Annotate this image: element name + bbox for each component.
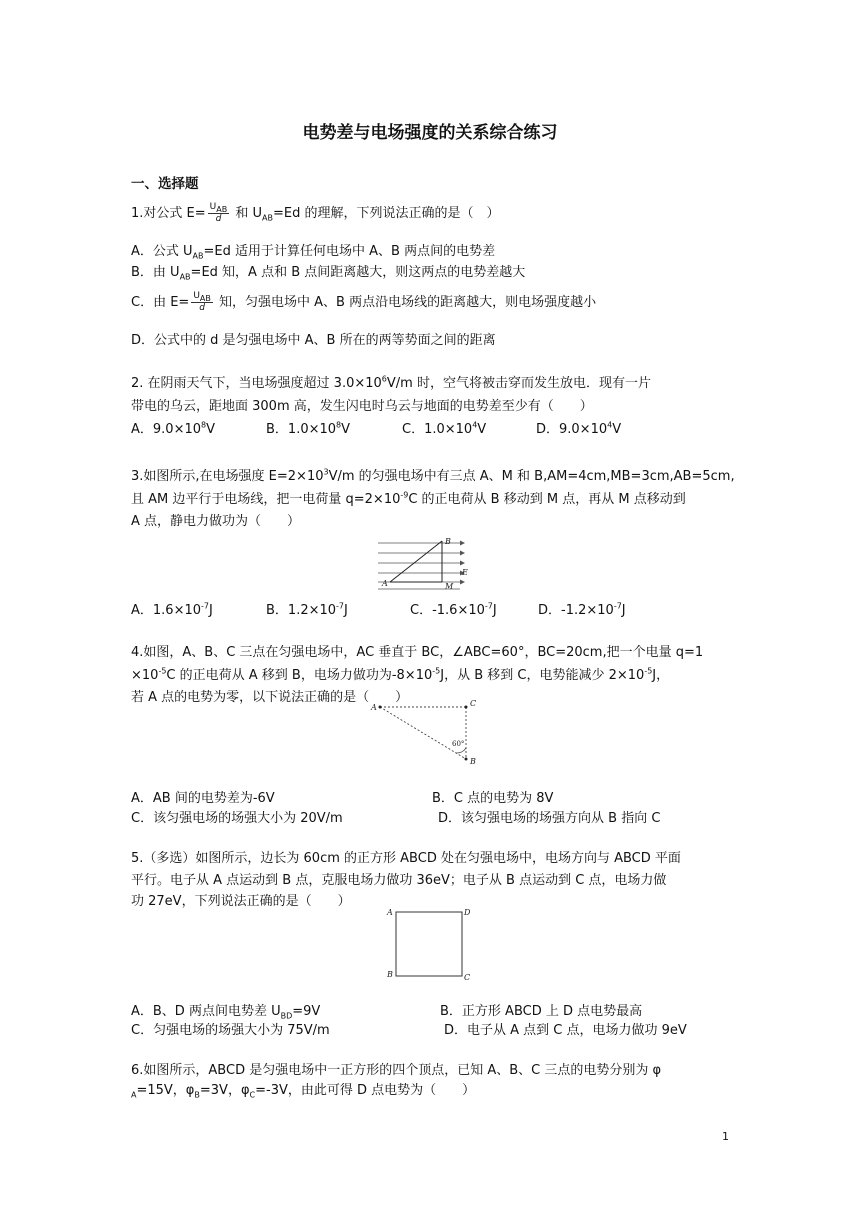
label-a: A [382, 579, 388, 588]
option-text: A．9.0×10 [131, 422, 202, 437]
frac-numerator: U [209, 202, 217, 212]
q4-triangle-diagram [366, 696, 492, 768]
q1-option-c-fraction [191, 291, 213, 314]
stem-text: C 的正电荷从 A 移到 B，电场力做功为-8×10 [166, 668, 433, 683]
stem-sub: B [194, 1090, 200, 1100]
option-text: V [612, 422, 622, 437]
option-text: A．B、D 两点间电势差 U [131, 1004, 281, 1019]
option-sup: 4 [472, 420, 478, 430]
label-e: E [462, 568, 468, 577]
option-text: V [477, 422, 487, 437]
label-c: C [470, 699, 477, 708]
option-sup: 4 [607, 420, 613, 430]
stem-sup: 3 [323, 467, 329, 477]
q5-option-d: D．电子从 A 点到 C 点，电场力做功 9eV [444, 1023, 687, 1038]
frac-numerator: U [193, 291, 200, 301]
q3-field-diagram [376, 536, 472, 592]
q2-stem-line2: 带电的乌云，距地面 300m 高，发生闪电时乌云与地面的电势差至少有（ ） [131, 399, 593, 414]
option-text: V [206, 422, 216, 437]
option-text: D．-1.2×10 [538, 603, 614, 618]
label-m: M [445, 582, 454, 591]
option-sub: AB [179, 272, 191, 282]
stem-text: =3V，φ [199, 1083, 250, 1098]
stem-text: 2. 在阴雨天气下，当电场强度超过 3.0×10 [131, 376, 382, 391]
option-text: B．由 U [131, 265, 180, 280]
option-text: J [344, 603, 348, 618]
option-sup: 8 [201, 420, 207, 430]
q1-stem-part: 和 U [231, 206, 262, 221]
option-sub: BD [280, 1011, 293, 1021]
option-sup: -7 [201, 601, 209, 611]
option-text: =Ed 知，A 点和 B 点间距离越大，则这两点的电势差越大 [190, 265, 526, 280]
option-text: J [492, 603, 497, 618]
option-text: 知，匀强电场中 A、B 两点沿电场线的距离越大，则电场强度越小 [214, 295, 597, 310]
q3-stem-line1 [131, 468, 735, 486]
section-heading: 一、选择题 [131, 176, 199, 192]
stem-text: =-3V，由此可得 D 点电势为（ ） [255, 1083, 476, 1098]
q3-stem-line2 [131, 491, 686, 509]
label-c: C [464, 973, 471, 982]
q4-option-c: C．该匀强电场的场强大小为 20V/m [131, 811, 343, 826]
q2-option-a [131, 421, 215, 439]
label-a: A [371, 703, 377, 712]
option-text: B．1.0×10 [266, 422, 337, 437]
option-text: V [341, 422, 351, 437]
stem-text: =15V，φ [136, 1083, 195, 1098]
stem-text: J，从 B 移到 C，电势能减少 2×10 [440, 668, 645, 683]
option-sub: AB [192, 251, 204, 261]
q1-option-d: D．公式中的 d 是匀强电场中 A、B 所在的两等势面之间的距离 [131, 333, 496, 348]
q4-option-d: D．该匀强电场的场强方向从 B 指向 C [438, 811, 661, 826]
q2-option-c [402, 421, 486, 439]
stem-sup: -9 [400, 490, 409, 500]
point-b [465, 758, 468, 761]
q1-stem-part: 1.对公式 E= [131, 206, 206, 221]
angle-arc [456, 748, 466, 753]
square-abcd [396, 912, 462, 976]
stem-sup: -5 [644, 666, 653, 676]
option-text: B．1.2×10 [266, 603, 337, 618]
page-title: 电势差与电场强度的关系综合练习 [302, 123, 558, 143]
q5-option-b: B．正方形 ABCD 上 D 点电势最高 [440, 1004, 643, 1019]
q2-option-d [536, 421, 621, 439]
stem-text: 3.如图所示,在电场强度 E=2×10 [131, 469, 324, 484]
stem-sub: C [249, 1090, 256, 1100]
q5-stem-line2: 平行。电子从 A 点运动到 B 点，克服电场力做功 36eV；电子从 B 点运动到 C 点，电场力做 [131, 873, 667, 888]
q1-fraction [208, 202, 230, 225]
q5-stem-line1: 5.（多选）如图所示，边长为 60cm 的正方形 ABCD 处在匀强电场中，电场方向与 ABCD 平面 [131, 851, 681, 866]
q6-stem-line2 [131, 1082, 475, 1100]
stem-sup: -5 [432, 666, 441, 676]
option-text: A．1.6×10 [131, 603, 202, 618]
q4-stem-line3: 若 A 点的电势为零，以下说法正确的是（ ） [131, 690, 409, 705]
q4-stem-line2 [131, 667, 669, 685]
q1-option-b [131, 264, 525, 282]
q1-stem-part: =Ed 的理解，下列说法正确的是（ ） [272, 206, 500, 221]
angle-label: 60° [452, 740, 465, 748]
q4-option-a: A．AB 间的电势差为-6V [131, 791, 275, 806]
q1-stem-sub: AB [262, 213, 273, 223]
option-text: A．公式 U [131, 244, 193, 259]
stem-text: V/m 时，空气将被击穿而发生放电．现有一片 [386, 376, 651, 391]
option-text: =Ed 适用于计算任何电场中 A、B 两点间的电势差 [203, 244, 496, 259]
q1-stem [131, 202, 499, 225]
stem-sup: -5 [158, 666, 167, 676]
option-text: J [209, 603, 213, 618]
point-a [379, 706, 382, 709]
stem-text: C 的正电荷从 B 移动到 M 点，再从 M 点移动到 [408, 492, 686, 507]
page-number: 1 [722, 1130, 729, 1143]
label-b: B [387, 970, 393, 979]
q5-option-c: C．匀强电场的场强大小为 75V/m [131, 1023, 330, 1038]
triangle-abc [380, 707, 466, 759]
option-text: D．9.0×10 [536, 422, 608, 437]
option-sup: -7 [336, 601, 345, 611]
q5-square-diagram [384, 904, 474, 984]
option-text: C．1.0×10 [402, 422, 473, 437]
q4-stem-line1: 4.如图，A、B、C 三点在匀强电场中，AC 垂直于 BC，∠ABC=60°，BC=20cm,把一个电量 q=1 [131, 645, 704, 660]
stem-text: 且 AM 边平行于电场线，把一电荷量 q=2×10 [131, 492, 401, 507]
frac-denominator: d [199, 303, 205, 313]
q4-option-b: B．C 点的电势为 8V [432, 791, 554, 806]
q3-stem-line3: A 点，静电力做功为（ ） [131, 514, 301, 529]
q3-option-d [538, 602, 626, 620]
option-sup: -7 [613, 601, 622, 611]
stem-text: ×10 [131, 668, 159, 683]
q6-stem-line1: 6.如图所示，ABCD 是匀强电场中一正方形的四个顶点，已知 A、B、C 三点的电势分别为 φ [131, 1063, 662, 1078]
stem-text: J， [652, 668, 670, 683]
option-sup: 8 [336, 420, 342, 430]
option-text: =9V [292, 1004, 321, 1019]
q2-stem-line1 [131, 375, 651, 393]
q3-option-a [131, 602, 213, 620]
frac-sub: AB [216, 204, 228, 214]
stem-text: V/m 的匀强电场中有三点 A、M 和 B,AM=4cm,MB=3cm,AB=5cm, [328, 469, 735, 484]
q1-option-c [131, 291, 596, 314]
label-a: A [387, 908, 393, 917]
option-sup: -7 [484, 601, 493, 611]
stem-sup: 6 [381, 374, 387, 384]
option-text: C．由 E= [131, 295, 190, 310]
label-b: B [445, 537, 451, 546]
q2-option-b [266, 421, 350, 439]
q5-stem-line3: 功 27eV，下列说法正确的是（ ） [131, 894, 351, 909]
q3-option-c [410, 602, 497, 620]
option-text: C．-1.6×10 [410, 603, 485, 618]
triangle-amb [390, 541, 442, 582]
label-b: B [470, 757, 476, 766]
q1-option-a [131, 243, 495, 261]
q5-option-a [131, 1003, 320, 1021]
stem-sub: A [131, 1090, 137, 1100]
label-d: D [464, 908, 471, 917]
point-c [465, 706, 468, 709]
frac-denominator: d [215, 214, 222, 224]
option-text: J [621, 603, 626, 618]
frac-sub: AB [199, 293, 211, 303]
q3-option-b [266, 602, 348, 620]
